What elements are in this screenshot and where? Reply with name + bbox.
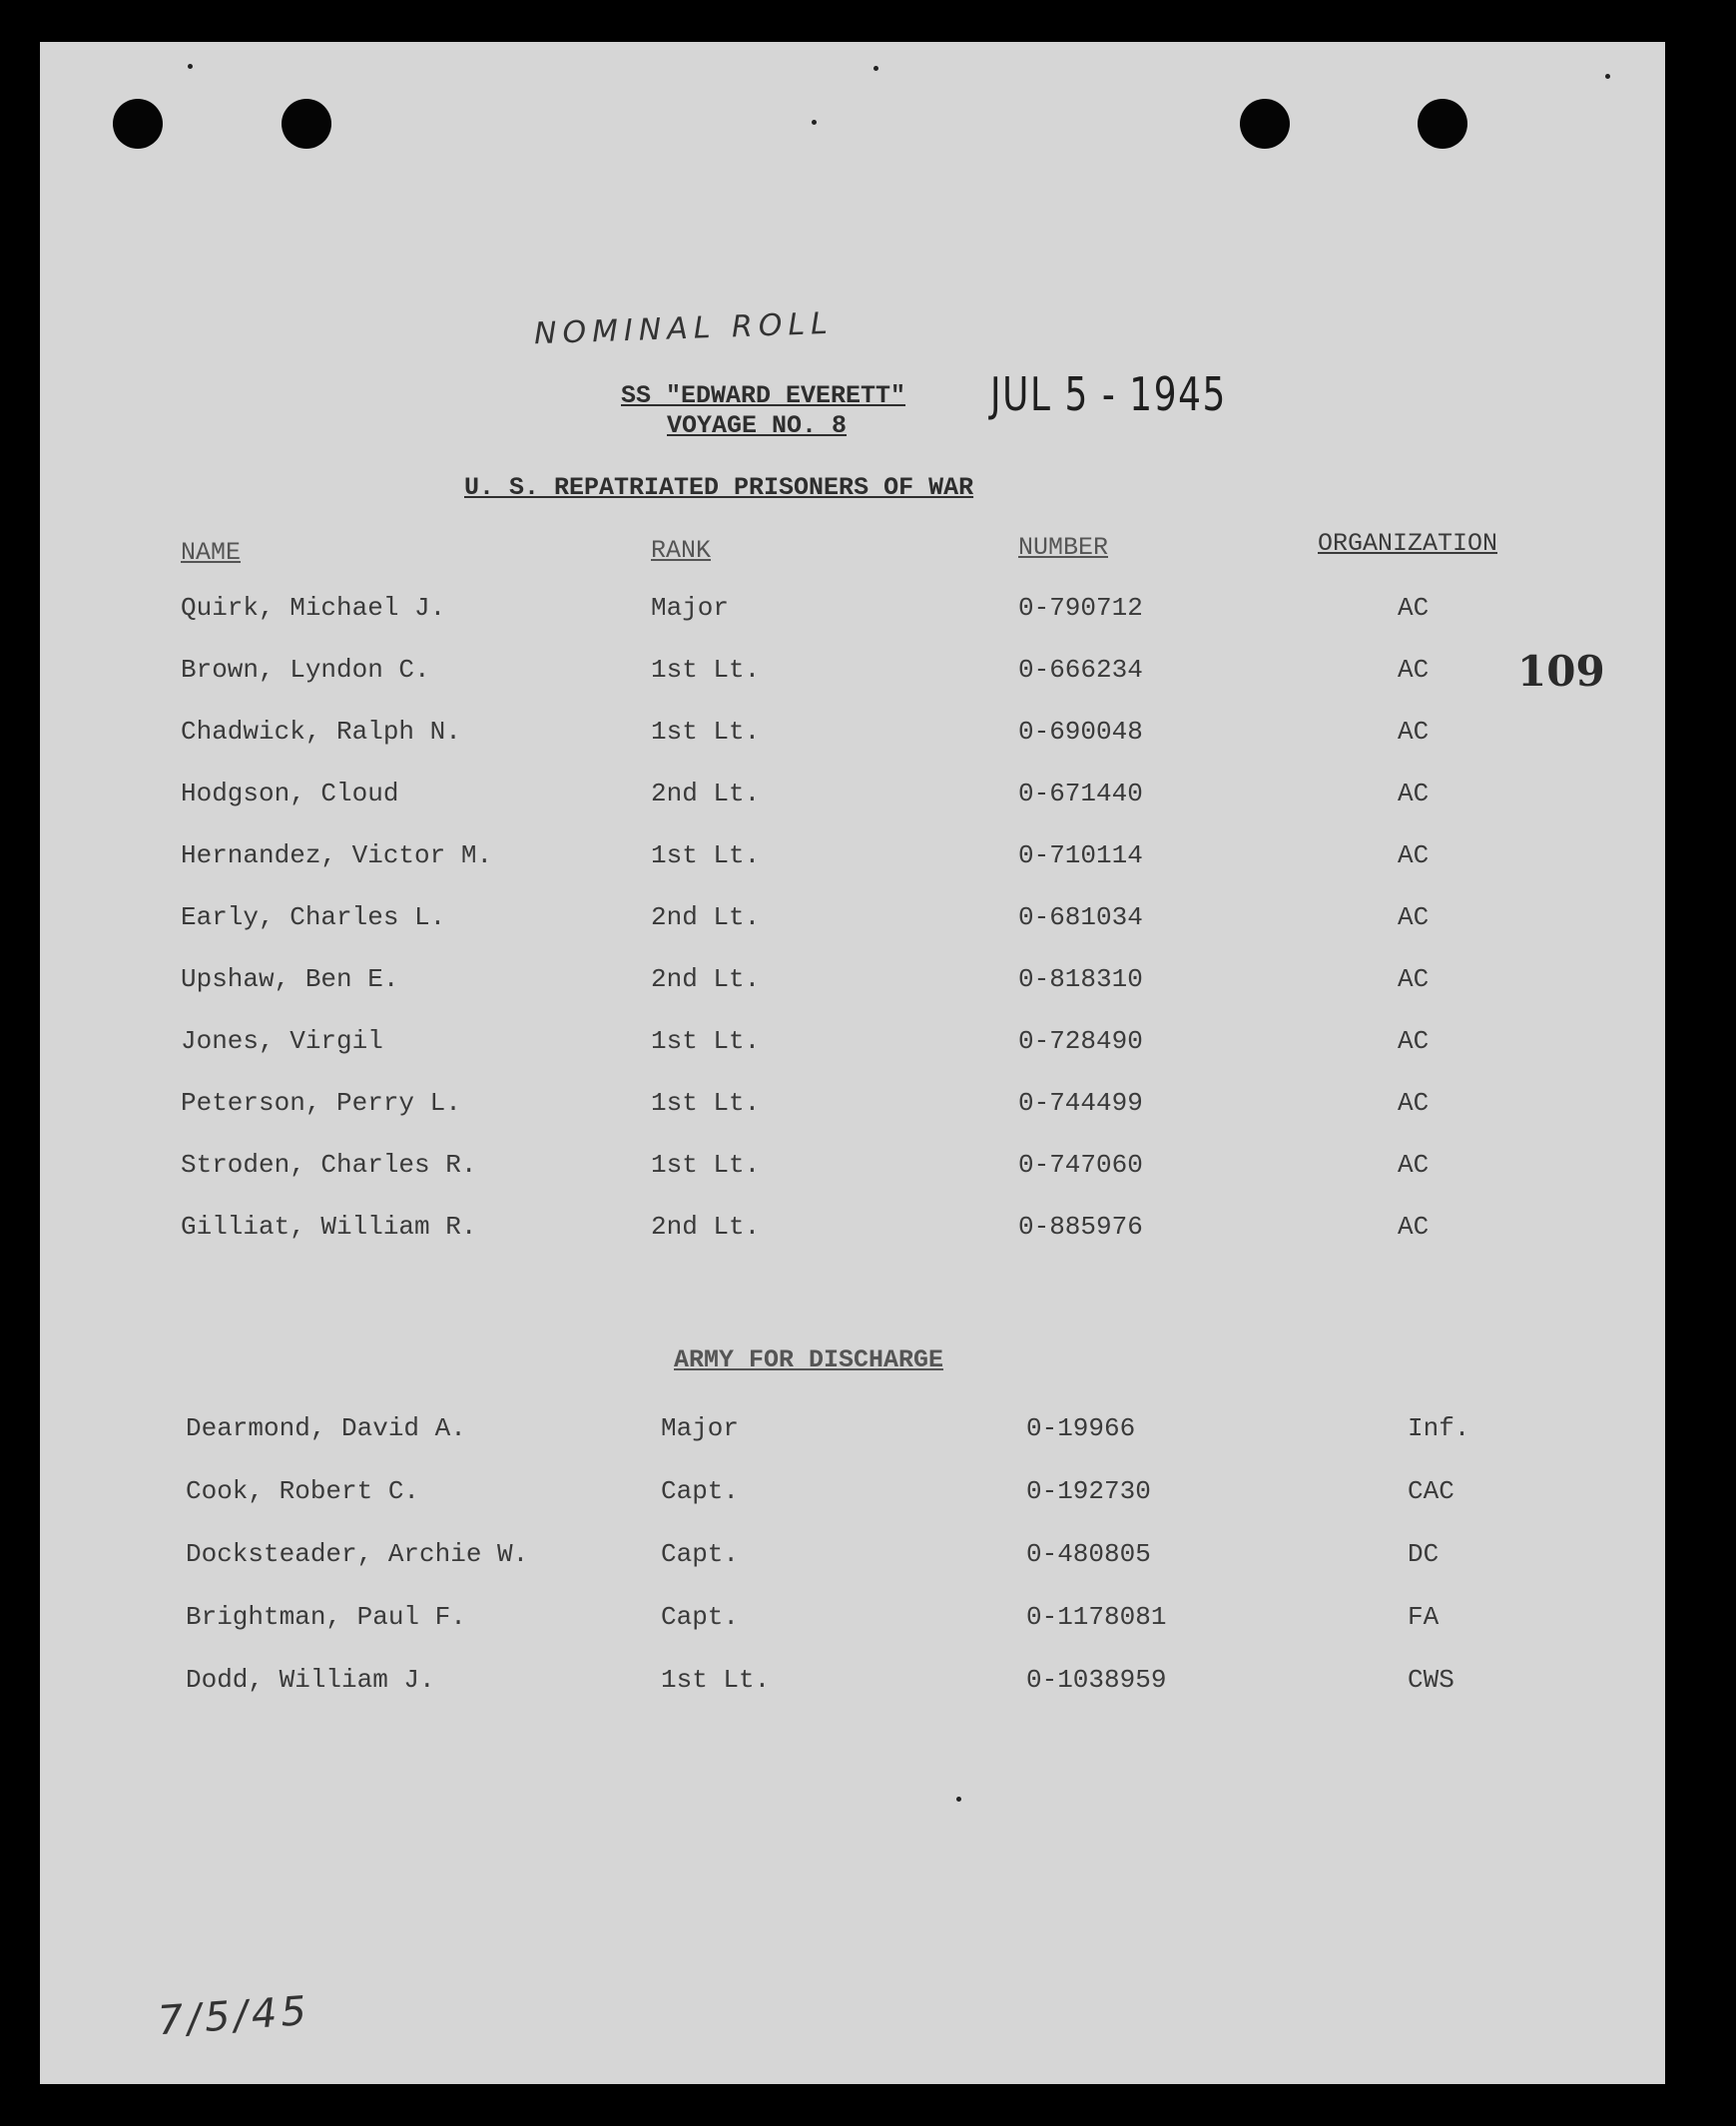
row-rank: 1st Lt. bbox=[651, 655, 761, 685]
document-page bbox=[40, 42, 1665, 2084]
row-name: Hodgson, Cloud bbox=[181, 779, 399, 808]
date-stamp: JUL 5 - 1945 bbox=[990, 367, 1227, 421]
page-number: 109 bbox=[1517, 647, 1605, 696]
row-number: 0-1038959 bbox=[1026, 1665, 1167, 1695]
row-rank: 1st Lt. bbox=[651, 840, 761, 870]
row-rank: 2nd Lt. bbox=[651, 964, 761, 994]
row-organization: AC bbox=[1398, 1150, 1430, 1180]
ink-speck bbox=[188, 64, 193, 69]
row-name: Hernandez, Victor M. bbox=[181, 840, 493, 870]
row-name: Chadwick, Ralph N. bbox=[181, 717, 461, 747]
row-rank: Capt. bbox=[661, 1539, 740, 1569]
ink-speck bbox=[956, 1797, 961, 1802]
column-header-organization: ORGANIZATION bbox=[1318, 529, 1498, 558]
table-row bbox=[40, 655, 1665, 695]
row-rank: Capt. bbox=[661, 1602, 740, 1632]
punch-hole-2 bbox=[282, 99, 331, 149]
column-header-name: NAME bbox=[181, 538, 242, 567]
row-organization: AC bbox=[1398, 717, 1430, 747]
ink-speck bbox=[812, 120, 817, 125]
table-row bbox=[40, 1150, 1665, 1190]
row-organization: Inf. bbox=[1408, 1413, 1470, 1443]
row-name: Upshaw, Ben E. bbox=[181, 964, 399, 994]
table-row bbox=[40, 1476, 1665, 1516]
row-number: 0-666234 bbox=[1018, 655, 1143, 685]
row-name: Early, Charles L. bbox=[181, 902, 446, 932]
row-organization: AC bbox=[1398, 1212, 1430, 1242]
row-organization: DC bbox=[1408, 1539, 1440, 1569]
row-number: 0-19966 bbox=[1026, 1413, 1136, 1443]
handwritten-heading: NOMINAL ROLL bbox=[533, 305, 835, 352]
row-organization: AC bbox=[1398, 1026, 1430, 1056]
row-organization: AC bbox=[1398, 593, 1430, 623]
row-rank: 1st Lt. bbox=[651, 1150, 761, 1180]
row-name: Docksteader, Archie W. bbox=[186, 1539, 529, 1569]
row-rank: Major bbox=[661, 1413, 740, 1443]
row-number: 0-747060 bbox=[1018, 1150, 1143, 1180]
ink-speck bbox=[1605, 74, 1610, 79]
row-rank: Major bbox=[651, 593, 730, 623]
row-name: Brown, Lyndon C. bbox=[181, 655, 430, 685]
row-name: Stroden, Charles R. bbox=[181, 1150, 477, 1180]
row-number: 0-671440 bbox=[1018, 779, 1143, 808]
row-name: Jones, Virgil bbox=[181, 1026, 383, 1056]
table-row bbox=[40, 902, 1665, 942]
row-number: 0-480805 bbox=[1026, 1539, 1151, 1569]
table-row bbox=[40, 840, 1665, 880]
row-number: 0-690048 bbox=[1018, 717, 1143, 747]
row-name: Dodd, William J. bbox=[186, 1665, 435, 1695]
column-header-number: NUMBER bbox=[1018, 533, 1109, 562]
row-organization: CAC bbox=[1408, 1476, 1454, 1506]
row-name: Quirk, Michael J. bbox=[181, 593, 446, 623]
row-organization: AC bbox=[1398, 902, 1430, 932]
row-number: 0-790712 bbox=[1018, 593, 1143, 623]
row-name: Peterson, Perry L. bbox=[181, 1088, 461, 1118]
row-organization: FA bbox=[1408, 1602, 1440, 1632]
table-row bbox=[40, 1212, 1665, 1252]
column-header-rank: RANK bbox=[651, 536, 712, 565]
row-number: 0-1178081 bbox=[1026, 1602, 1167, 1632]
table-row bbox=[40, 1602, 1665, 1642]
ink-speck bbox=[873, 66, 878, 71]
row-number: 0-681034 bbox=[1018, 902, 1143, 932]
row-name: Brightman, Paul F. bbox=[186, 1602, 466, 1632]
row-number: 0-710114 bbox=[1018, 840, 1143, 870]
row-rank: 1st Lt. bbox=[651, 1026, 761, 1056]
row-rank: 1st Lt. bbox=[651, 1088, 761, 1118]
handwritten-date: 7/5/45 bbox=[156, 1987, 312, 2045]
table-row bbox=[40, 1539, 1665, 1579]
table-row bbox=[40, 1665, 1665, 1705]
row-organization: AC bbox=[1398, 840, 1430, 870]
table-row bbox=[40, 779, 1665, 818]
row-rank: Capt. bbox=[661, 1476, 740, 1506]
row-organization: CWS bbox=[1408, 1665, 1454, 1695]
row-organization: AC bbox=[1398, 655, 1430, 685]
row-rank: 2nd Lt. bbox=[651, 902, 761, 932]
table-row bbox=[40, 1088, 1665, 1128]
table-row bbox=[40, 717, 1665, 757]
row-rank: 2nd Lt. bbox=[651, 1212, 761, 1242]
row-rank: 1st Lt. bbox=[661, 1665, 771, 1695]
row-organization: AC bbox=[1398, 964, 1430, 994]
row-organization: AC bbox=[1398, 1088, 1430, 1118]
punch-hole-1 bbox=[113, 99, 163, 149]
row-number: 0-192730 bbox=[1026, 1476, 1151, 1506]
row-name: Gilliat, William R. bbox=[181, 1212, 477, 1242]
punch-hole-4 bbox=[1418, 99, 1467, 149]
table-row bbox=[40, 1026, 1665, 1066]
row-number: 0-818310 bbox=[1018, 964, 1143, 994]
row-number: 0-885976 bbox=[1018, 1212, 1143, 1242]
row-organization: AC bbox=[1398, 779, 1430, 808]
row-rank: 2nd Lt. bbox=[651, 779, 761, 808]
section1-title: U. S. REPATRIATED PRISONERS OF WAR bbox=[464, 473, 974, 502]
row-number: 0-728490 bbox=[1018, 1026, 1143, 1056]
table-row bbox=[40, 593, 1665, 633]
table-row bbox=[40, 964, 1665, 1004]
row-number: 0-744499 bbox=[1018, 1088, 1143, 1118]
ship-title: SS "EDWARD EVERETT" bbox=[621, 381, 906, 410]
punch-hole-3 bbox=[1240, 99, 1290, 149]
row-name: Dearmond, David A. bbox=[186, 1413, 466, 1443]
row-name: Cook, Robert C. bbox=[186, 1476, 420, 1506]
voyage-title: VOYAGE NO. 8 bbox=[667, 411, 848, 440]
row-rank: 1st Lt. bbox=[651, 717, 761, 747]
section2-title: ARMY FOR DISCHARGE bbox=[674, 1345, 944, 1374]
table-row bbox=[40, 1413, 1665, 1453]
